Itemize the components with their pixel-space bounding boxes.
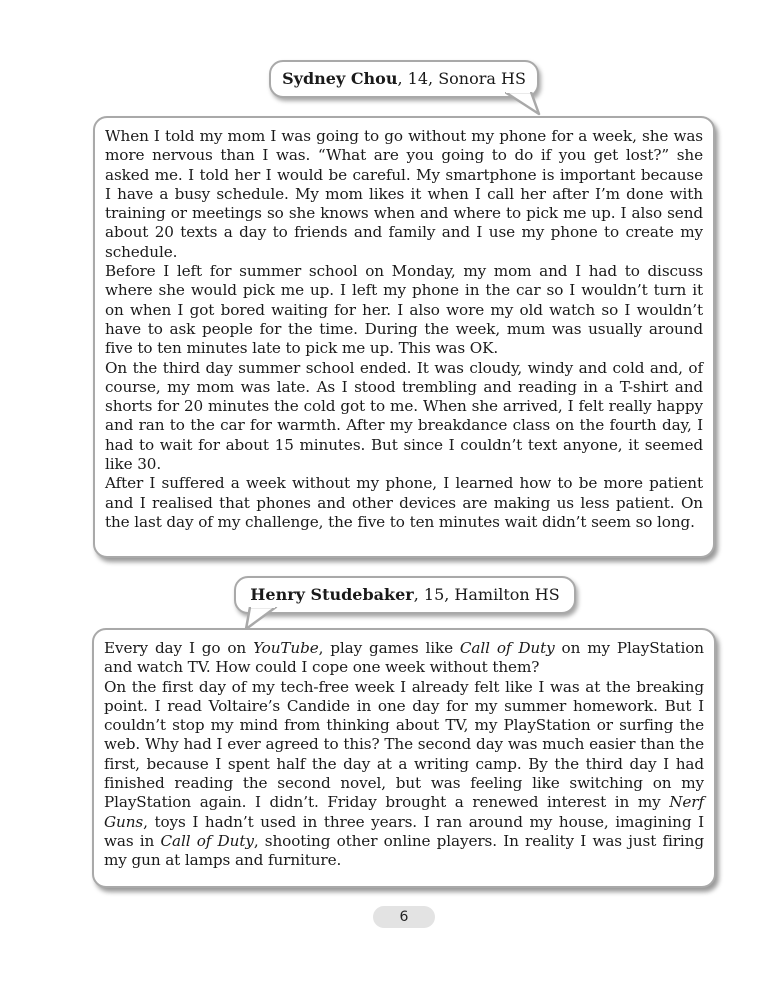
story-box-henry xyxy=(92,628,716,888)
italic-title: YouTube xyxy=(253,639,319,657)
speaker-name: Sydney Chou xyxy=(282,69,398,88)
speaker-name: Henry Studebaker xyxy=(250,585,414,604)
italic-title: Call of Duty xyxy=(160,831,254,850)
page-number: 6 xyxy=(373,906,435,928)
speaker-tag-sydney xyxy=(269,60,539,98)
speech-tail xyxy=(505,92,545,118)
italic-title: Nerf Guns xyxy=(104,793,704,831)
speaker-details: , 14, Sonora HS xyxy=(397,69,526,88)
story-paragraph: On the third day summer school ended. It was cloudy, windy and cold and, of course, my mom was late. As I stood trembling and reading in a T-shirt and shorts for 20 minutes the cold got to me. When she arrived, I felt really happy and ran to the car for warmth. After my breakdance class on the fourth day, I had to wait for about 15 minutes. But since I couldn’t text anyone, it seemed like 30. xyxy=(105,358,703,474)
story-paragraph: Before I left for summer school on Monday, my mom and I had to discuss where she would pick me up. I left my phone in the car so I wouldn’t turn it on when I got bored waiting for her. I also wore my old watch so I wouldn’t have to ask people for the time. During the week, mum was usually around five to ten minutes late to pick me up. This was OK. xyxy=(105,262,703,358)
italic-title: Call of Duty xyxy=(459,639,555,657)
speaker-tag-henry xyxy=(234,576,576,614)
story-paragraph: On the first day of my tech-free week I already felt like I was at the breaking point. I read Voltaire’s Candide in one day for my summer homework. But I couldn’t stop my mind from thinking about TV, my PlayStation or surfing the web. Why had I ever agreed to this? The second day was much easier than the first, because I spent half the day at a writing camp. By the third day I had finished reading the second novel, but was feeling like switching on my PlayStation again. I didn’t. Friday brought a renewed interest in my Nerf Guns, toys I hadn’t used in three years. I ran around my house, imagining I was in Call of Duty, shooting other online players. In reality I was just firing my gun at lamps and furniture. xyxy=(104,677,704,870)
story-box-sydney xyxy=(93,116,715,558)
story-paragraph: After I suffered a week without my phone, I learned how to be more patient and I realised that phones and other devices are making us less patient. On the last day of my challenge, the five to ten minutes wait didn’t seem so long. xyxy=(105,474,703,531)
speaker-details: , 15, Hamilton HS xyxy=(413,585,560,604)
story-paragraph: When I told my mom I was going to go without my phone for a week, she was more nervous than I was. “What are you going to do if you get lost?” she asked me. I told her I would be careful. My smartphone is important because I have a busy schedule. My mom likes it when I call her after I’m done with training or meetings so she knows when and where to pick me up. I also send about 20 texts a day to friends and family and I use my phone to create my schedule. xyxy=(105,127,703,261)
story-paragraph: Every day I go on YouTube, play games like Call of Duty on my PlayStation and watch TV. How could I cope one week without them? xyxy=(104,639,704,677)
